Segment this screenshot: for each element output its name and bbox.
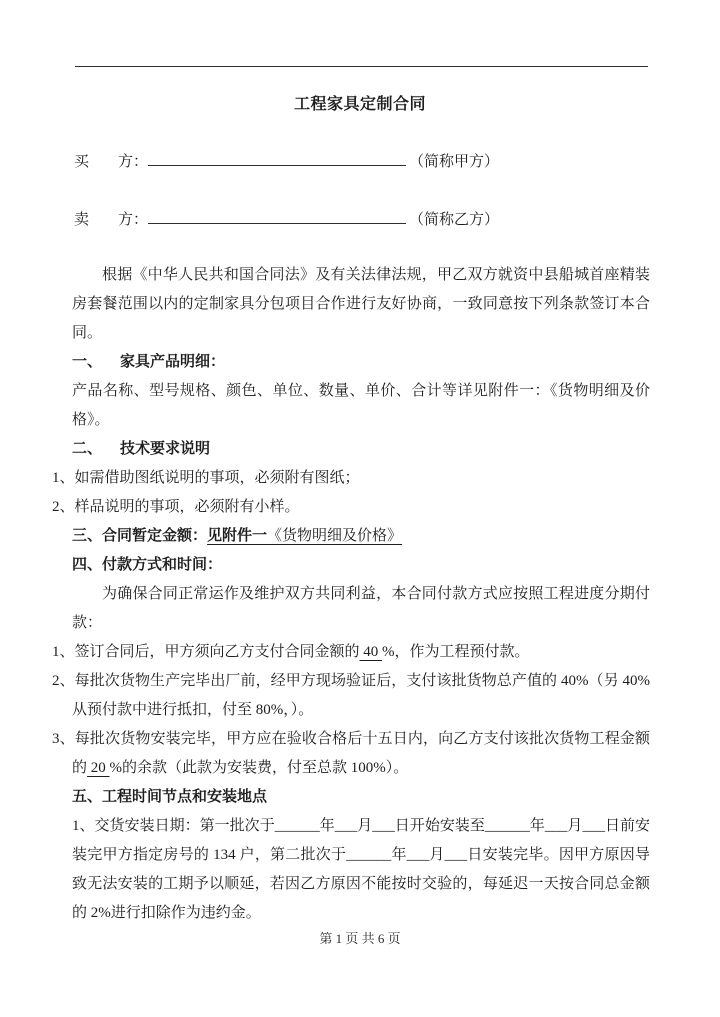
balance-percent-value: 20 <box>87 760 110 776</box>
section4-item-1-tail: %，作为工程预付款。 <box>382 644 530 660</box>
section5-item-1: 1、交货安装日期：第一批次于______年___月___日开始安装至______年___月___日前安装完甲方指定房号的 134 户，第二批次于______年___月___日安装完毕。因甲方原因导致无法安装的工期予以顺延，若因乙方原因不能按时交验的，每延迟一天按合同总金额的 2%进行扣除作为违约金。 <box>72 818 650 921</box>
section5-number: 五、 <box>72 789 103 805</box>
section4-number: 四、 <box>72 557 103 573</box>
section4-item-2: 2、每批次货物生产完毕出厂前，经甲方现场验证后，支付该批货物总产值的 40%（另 40%从预付款中进行抵扣，付至 80%，）。 <box>52 673 650 718</box>
contract-body <box>52 261 650 928</box>
buyer-row <box>74 150 499 171</box>
seller-name-blank <box>148 208 406 224</box>
section4-item-3-text: 3、每批次货物安装完毕，甲方应在验收合格后十五日内，向乙方支付该批次货物工程金额的 <box>52 731 650 776</box>
seller-label-char: 卖 <box>74 212 90 228</box>
section4-intro: 为确保合同正常运作及维护双方共同利益，本合同付款方式应按照工程进度分期付款： <box>72 586 650 631</box>
section3-value-attachment: 见附件一 <box>207 528 268 544</box>
section5-title: 工程时间节点和安装地点 <box>102 789 268 805</box>
section2-heading <box>72 435 650 464</box>
seller-suffix: （简称乙方） <box>409 212 500 228</box>
section3-value-document: 《货物明细及价格》 <box>267 528 403 544</box>
buyer-label-char: 买 <box>74 154 90 170</box>
page-title: 工程家具定制合同 <box>293 96 426 113</box>
section1-number: 一、 <box>72 354 103 370</box>
section4-heading <box>72 551 650 580</box>
section1-title: 家具产品明细： <box>120 354 226 370</box>
section4-item-1 <box>52 638 650 667</box>
header-rule <box>75 66 648 67</box>
seller-label: 方： <box>118 212 149 228</box>
buyer-name-blank <box>148 150 406 166</box>
section4-item-1-text: 1、签订合同后，甲方须向乙方支付合同金额的 <box>52 644 360 660</box>
preamble: 根据《中华人民共和国合同法》及有关法律法规，甲乙双方就资中县船城首座精装房套餐范围以内的定制家具分包项目合作进行友好协商，一致同意按下列条款签订本合同。 <box>72 267 650 341</box>
section4-item-3-tail: %的余款（此款为安装费，付至总款 100%）。 <box>109 760 409 776</box>
section2-title: 技术要求说明 <box>120 441 211 457</box>
section2-item-1: 1、如需借助图纸说明的事项，必须附有图纸； <box>52 470 360 486</box>
section3-heading <box>72 522 650 551</box>
buyer-suffix: （简称甲方） <box>409 154 500 170</box>
section4-item-3 <box>52 725 650 783</box>
section3-number: 三、 <box>72 528 103 544</box>
seller-row <box>74 208 499 229</box>
page-number-footer: 第 1 页 共 6 页 <box>319 931 401 946</box>
section1-heading <box>72 348 650 377</box>
prepayment-percent-value: 40 <box>359 644 383 660</box>
section4-title: 付款方式和时间： <box>102 557 223 573</box>
section5-heading <box>72 783 650 812</box>
buyer-label: 方： <box>118 154 149 170</box>
section2-number: 二、 <box>72 441 103 457</box>
section2-item-2: 2、样品说明的事项，必须附有小样。 <box>52 499 300 515</box>
section1-body: 产品名称、型号规格、颜色、单位、数量、单价、合计等详见附件一：《货物明细及价格》。 <box>72 383 650 428</box>
section3-title: 合同暂定金额： <box>102 528 208 544</box>
